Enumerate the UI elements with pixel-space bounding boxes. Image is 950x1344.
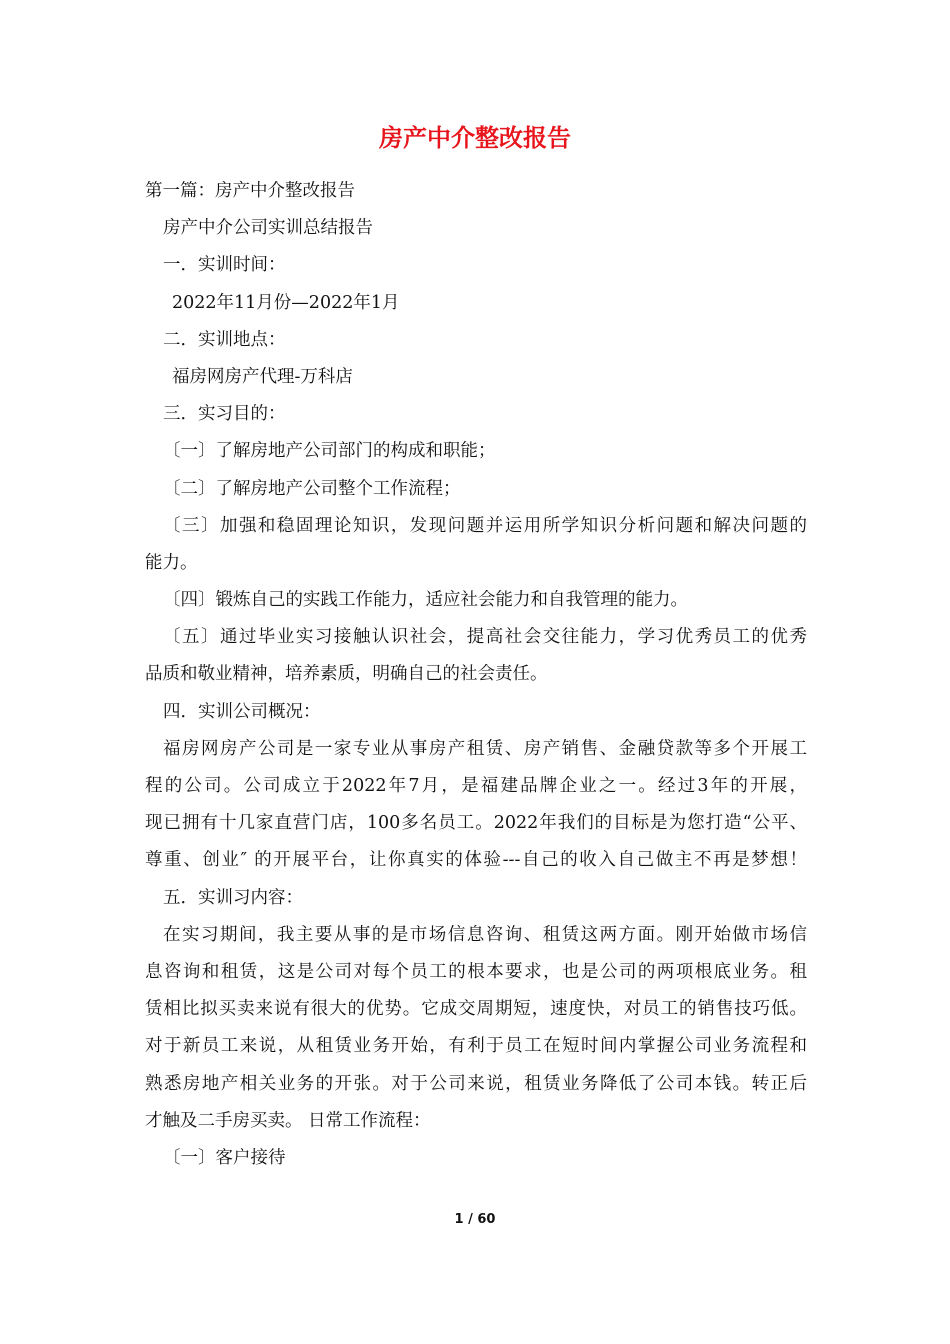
paragraph-line: 息咨询和租赁，这是公司对每个员工的根本要求，也是公司的两项根底业务。租 (145, 961, 807, 982)
paragraph-line: 现已拥有十几家直营门店，100多名员工。2022年我们的目标是为您打造“公平、 (145, 813, 807, 834)
document-title: 房产中介整改报告 (379, 124, 571, 152)
list-item: 〔五〕通过毕业实习接触认识社会，提高社会交往能力，学习优秀员工的优秀 (163, 627, 807, 648)
document-body (145, 173, 807, 1177)
text-line: 2022年11月份—2022年1月 (172, 292, 400, 313)
heading-line: 一．实训时间： (163, 255, 286, 276)
list-item: 〔三〕加强和稳固理论知识，发现问题并运用所学知识分析问题和解决问题的 (163, 515, 807, 536)
paragraph-line: 才触及二手房买卖。 日常工作流程： (145, 1110, 431, 1131)
page-number: 1 / 60 (454, 1212, 496, 1227)
text-line: 福房网房产代理-万科店 (172, 366, 353, 387)
list-item: 〔四〕锻炼自己的实践工作能力，适应社会能力和自我管理的能力。 (163, 590, 688, 611)
paragraph-line: 尊重、创业″ 的开展平台，让你真实的体验---自己的收入自己做主不再是梦想！ (145, 850, 807, 871)
paragraph-line: 福房网房产公司是一家专业从事房产租赁、房产销售、金融贷款等多个开展工 (163, 738, 807, 759)
paragraph-line: 对于新员工来说，从租赁业务开始，有利于员工在短时间内掌握公司业务流程和 (145, 1036, 807, 1057)
section-heading: 第一篇：房产中介整改报告 (145, 181, 355, 201)
paragraph-line: 在实习期间，我主要从事的是市场信息咨询、租赁这两方面。刚开始做市场信 (163, 924, 807, 945)
heading-line: 二．实训地点： (163, 329, 286, 350)
list-item-continuation: 能力。 (145, 552, 198, 573)
subtitle-line: 房产中介公司实训总结报告 (163, 218, 373, 239)
list-item-continuation: 品质和敬业精神，培养素质，明确自己的社会责任。 (145, 664, 548, 685)
heading-line: 五．实训习内容： (163, 887, 303, 908)
heading-line: 三．实习目的： (163, 404, 286, 425)
list-item: 〔一〕客户接待 (163, 1147, 286, 1168)
list-item: 〔一〕了解房地产公司部门的构成和职能； (163, 441, 496, 462)
paragraph-line: 赁相比拟买卖来说有很大的优势。它成交周期短，速度快，对员工的销售技巧低。 (145, 999, 807, 1020)
paragraph-line: 程的公司。公司成立于2022年7月，是福建品牌企业之一。经过3年的开展， (145, 776, 807, 796)
list-item: 〔二〕了解房地产公司整个工作流程； (163, 478, 461, 499)
heading-line: 四．实训公司概况： (163, 701, 321, 722)
paragraph-line: 熟悉房地产相关业务的开张。对于公司来说，租赁业务降低了公司本钱。转正后 (145, 1073, 807, 1094)
